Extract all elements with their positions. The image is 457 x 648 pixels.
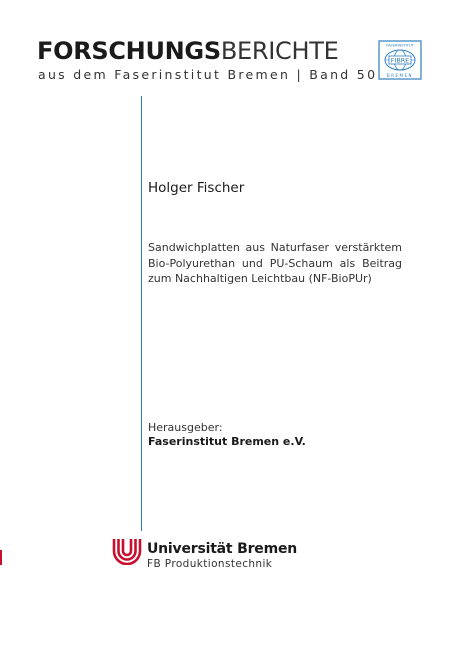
fibre-logo-icon bbox=[378, 40, 422, 80]
series-title-light: BERICHTE bbox=[220, 37, 339, 65]
university-department: FB Produktionstechnik bbox=[147, 558, 273, 570]
accent-vertical-line bbox=[141, 96, 142, 531]
university-logo-icon bbox=[112, 537, 142, 565]
book-title: Sandwichplatten aus Naturfaser verstärktem Bio-Polyurethan und PU-Schaum als Beitrag zum Nachhaltigen Leichtbau (NF-BioPUr) bbox=[148, 241, 402, 285]
series-title-bold: FORSCHUNGS bbox=[37, 37, 221, 65]
series-subtitle: aus dem Faserinstitut Bremen | Band 50 bbox=[38, 67, 378, 82]
fibre-logo-top-text: FASERINSTITUT bbox=[386, 43, 414, 48]
edge-mark bbox=[0, 550, 2, 565]
series-title bbox=[37, 38, 338, 64]
fibre-logo-bottom-text: BREMEN bbox=[386, 73, 414, 78]
author-name: Holger Fischer bbox=[148, 180, 245, 196]
fibre-logo-center-text: FIBRE bbox=[390, 56, 410, 65]
university-name: Universität Bremen bbox=[147, 541, 298, 557]
publisher-label: Herausgeber: bbox=[148, 421, 223, 434]
publisher-name: Faserinstitut Bremen e.V. bbox=[148, 435, 306, 448]
